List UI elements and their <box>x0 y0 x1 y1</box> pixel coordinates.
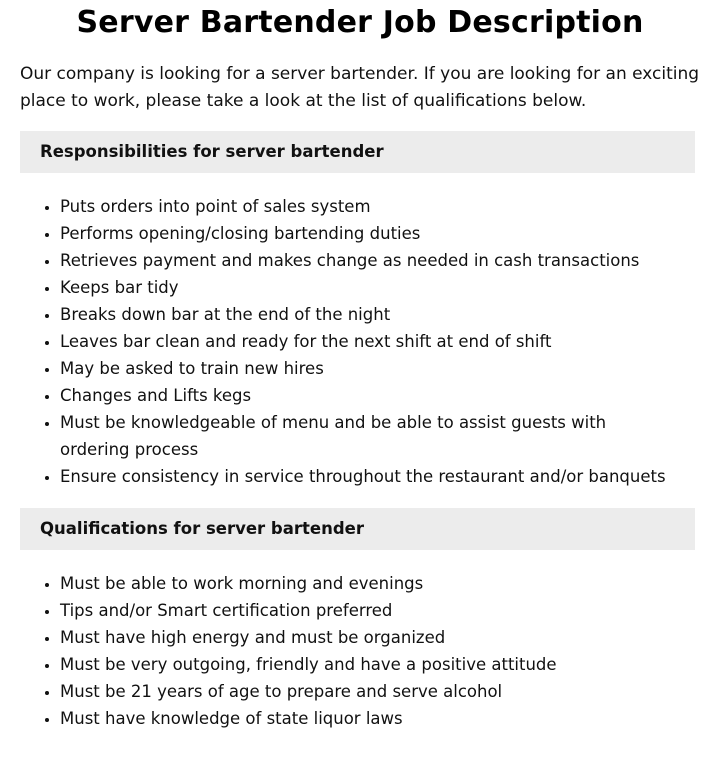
intro-paragraph: Our company is looking for a server bartender. If you are looking for an exciting place to work, please take a look at the list of qualifications below. <box>20 64 700 111</box>
list-item: • Leaves bar clean and ready for the next shift at end of shift <box>60 328 680 355</box>
list-item: • Changes and Lifts kegs <box>60 382 680 409</box>
page-title: Server Bartender Job Description <box>76 5 644 40</box>
list-item: • Must be very outgoing, friendly and have a positive attitude <box>60 651 680 678</box>
list-item: • Must be 21 years of age to prepare and serve alcohol <box>60 678 680 705</box>
list-item: • Keeps bar tidy <box>60 274 680 301</box>
list-item: • Must have knowledge of state liquor laws <box>60 705 680 732</box>
list-item: • Performs opening/closing bartending duties <box>60 220 680 247</box>
responsibilities-heading: Responsibilities for server bartender <box>20 131 695 173</box>
responsibilities-list <box>20 193 680 490</box>
list-item: • Must be knowledgeable of menu and be able to assist guests with ordering process <box>60 409 680 463</box>
list-item: • May be asked to train new hires <box>60 355 680 382</box>
list-item: • Ensure consistency in service throughout the restaurant and/or banquets <box>60 463 680 490</box>
list-item: • Puts orders into point of sales system <box>60 193 680 220</box>
list-item: • Must be able to work morning and evenings <box>60 570 680 597</box>
list-item: • Breaks down bar at the end of the night <box>60 301 680 328</box>
list-item: • Tips and/or Smart certification preferred <box>60 597 680 624</box>
list-item: • Must have high energy and must be organized <box>60 624 680 651</box>
qualifications-list <box>20 570 680 732</box>
qualifications-heading: Qualifications for server bartender <box>20 508 695 550</box>
list-item: • Retrieves payment and makes change as needed in cash transactions <box>60 247 680 274</box>
